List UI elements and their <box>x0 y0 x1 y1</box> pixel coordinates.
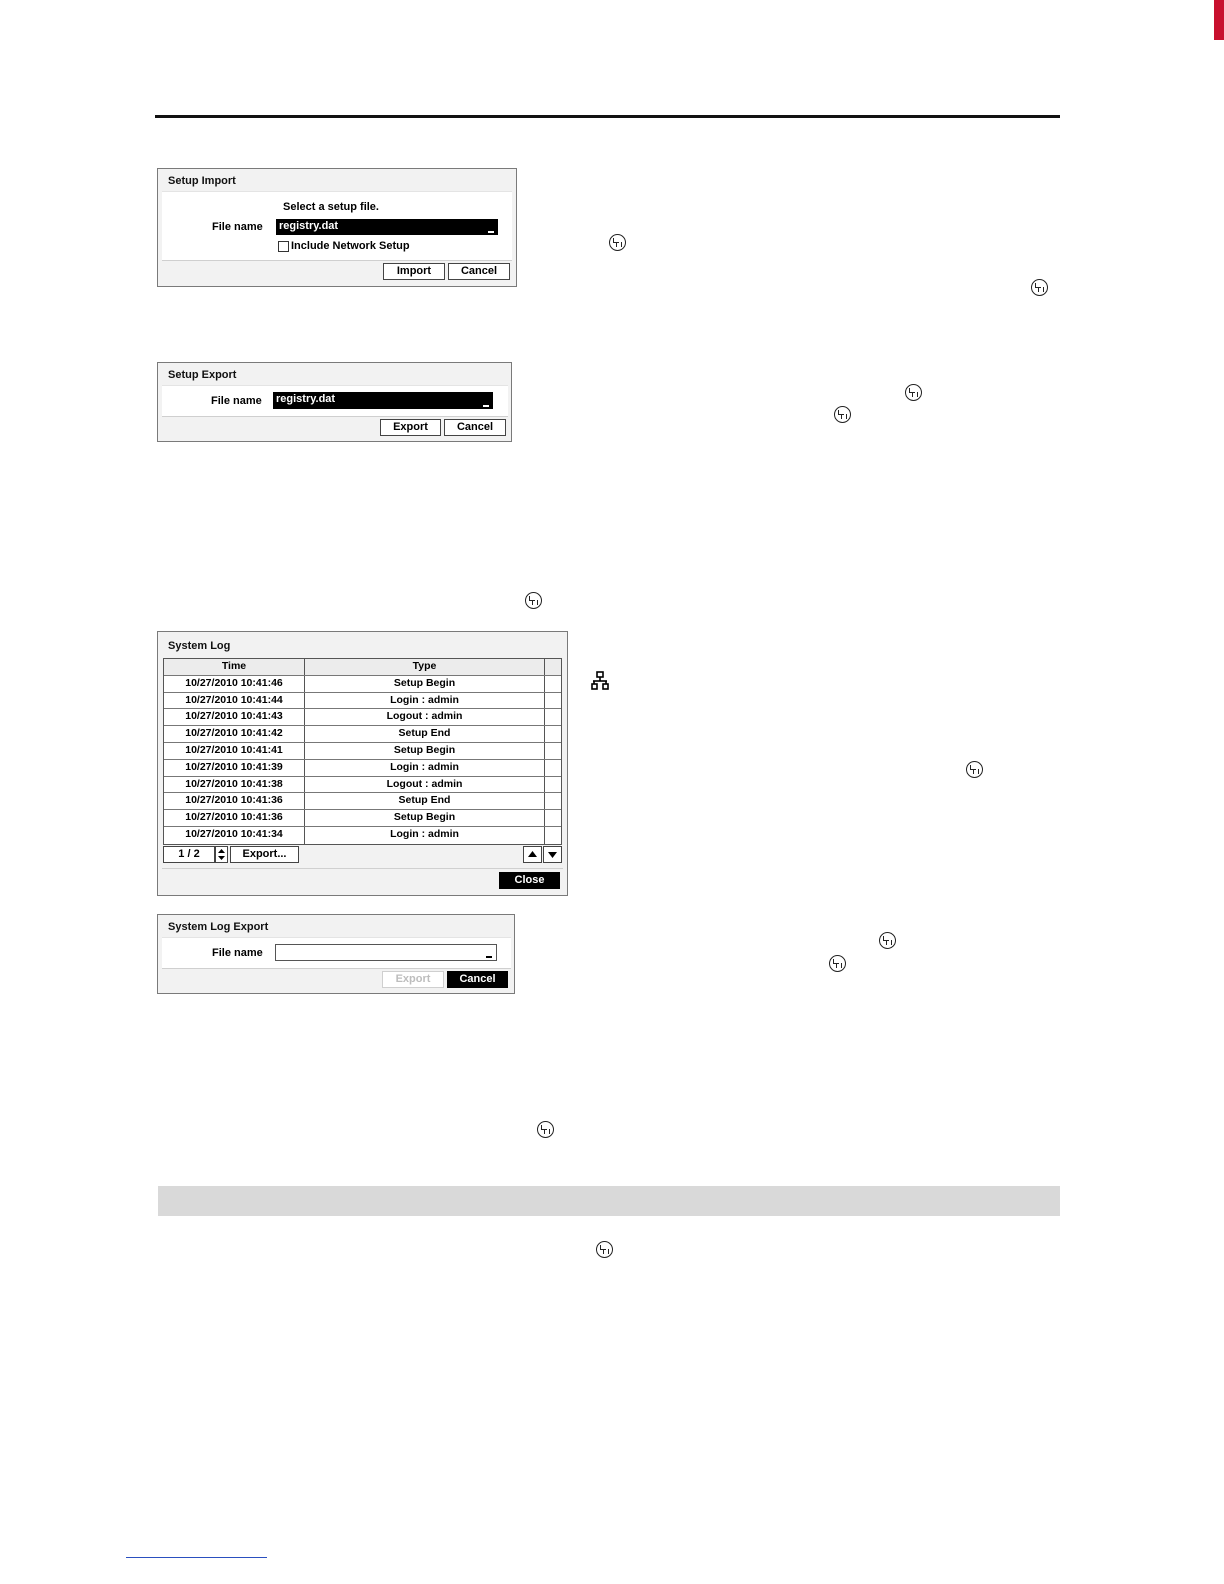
enter-button-icon <box>537 1121 554 1138</box>
row-type: Setup Begin <box>305 676 545 692</box>
row-time: 10/27/2010 10:41:39 <box>164 760 305 776</box>
table-row[interactable] <box>164 760 561 777</box>
dialog-title: System Log <box>168 640 231 652</box>
enter-button-icon <box>879 932 896 949</box>
table-row[interactable] <box>164 827 561 844</box>
row-type: Login : admin <box>305 827 545 844</box>
text-cursor-icon <box>483 405 489 407</box>
file-name-input[interactable] <box>275 944 497 961</box>
export-button[interactable]: Export <box>380 419 441 436</box>
table-row[interactable] <box>164 726 561 743</box>
table-row[interactable] <box>164 743 561 760</box>
row-type: Setup End <box>305 726 545 742</box>
enter-button-icon <box>596 1241 613 1258</box>
file-name-input[interactable] <box>273 392 493 409</box>
enter-button-icon <box>905 384 922 401</box>
row-extra <box>545 693 561 709</box>
cancel-button[interactable]: Cancel <box>447 971 508 988</box>
row-extra <box>545 810 561 826</box>
cancel-button[interactable]: Cancel <box>448 263 510 280</box>
enter-button-icon <box>1031 279 1048 296</box>
import-button[interactable]: Import <box>383 263 445 280</box>
page-indicator: 1 / 2 <box>163 846 215 863</box>
file-name-label: File name <box>211 395 262 407</box>
dialog-title: Setup Export <box>168 369 237 381</box>
enter-button-icon <box>609 234 626 251</box>
row-time: 10/27/2010 10:41:42 <box>164 726 305 742</box>
enter-button-icon <box>966 761 983 778</box>
table-row[interactable] <box>164 777 561 794</box>
row-extra <box>545 726 561 742</box>
column-header-time[interactable]: Time <box>164 659 305 675</box>
row-time: 10/27/2010 10:41:44 <box>164 693 305 709</box>
table-row[interactable] <box>164 810 561 827</box>
export-button[interactable]: Export <box>382 971 444 988</box>
table-row[interactable] <box>164 693 561 710</box>
arrow-down-icon <box>544 847 561 862</box>
text-cursor-icon <box>486 956 492 958</box>
row-extra <box>545 709 561 725</box>
row-type: Logout : admin <box>305 777 545 793</box>
row-time: 10/27/2010 10:41:34 <box>164 827 305 844</box>
scroll-down-button[interactable] <box>543 846 562 863</box>
header-rule <box>155 115 1060 118</box>
include-network-label: Include Network Setup <box>291 240 410 252</box>
column-header-type[interactable]: Type <box>305 659 545 675</box>
system-log-dialog <box>157 631 568 896</box>
row-time: 10/27/2010 10:41:38 <box>164 777 305 793</box>
include-network-checkbox[interactable] <box>278 241 289 252</box>
file-name-label: File name <box>212 947 263 959</box>
dialog-body <box>162 937 511 969</box>
row-extra <box>545 827 561 844</box>
file-name-dropdown[interactable] <box>276 219 498 235</box>
cancel-button[interactable]: Cancel <box>444 419 506 436</box>
log-export-button[interactable]: Export... <box>230 846 299 863</box>
dialog-body <box>162 191 512 261</box>
column-header-extra <box>545 659 561 675</box>
dropdown-caret-icon <box>488 231 494 233</box>
table-header-row <box>164 659 561 676</box>
row-time: 10/27/2010 10:41:36 <box>164 810 305 826</box>
table-row[interactable] <box>164 709 561 726</box>
row-type: Login : admin <box>305 760 545 776</box>
file-name-label: File name <box>212 221 263 233</box>
scroll-up-button[interactable] <box>523 846 542 863</box>
page-spinner[interactable] <box>215 846 228 863</box>
dialog-title: System Log Export <box>168 921 269 933</box>
spinner-arrows-icon <box>216 847 227 862</box>
dialog-divider <box>162 868 563 869</box>
file-name-value: registry.dat <box>279 220 339 232</box>
dialog-title: Setup Import <box>168 175 236 187</box>
enter-button-icon <box>829 955 846 972</box>
file-name-value: registry.dat <box>276 393 336 405</box>
table-row[interactable] <box>164 793 561 810</box>
table-row[interactable] <box>164 676 561 693</box>
setup-import-dialog <box>157 168 517 287</box>
row-type: Setup Begin <box>305 743 545 759</box>
arrow-up-icon <box>524 847 541 862</box>
setup-export-dialog <box>157 362 512 442</box>
system-log-table <box>163 658 562 845</box>
row-extra <box>545 793 561 809</box>
page-edge-marker <box>1214 0 1224 40</box>
row-time: 10/27/2010 10:41:41 <box>164 743 305 759</box>
footer-link-underline <box>126 1557 267 1558</box>
row-extra <box>545 743 561 759</box>
row-time: 10/27/2010 10:41:46 <box>164 676 305 692</box>
section-heading-band <box>158 1186 1060 1216</box>
dialog-body <box>162 385 508 417</box>
enter-button-icon <box>834 406 851 423</box>
network-icon <box>591 671 609 691</box>
row-extra <box>545 676 561 692</box>
row-type: Login : admin <box>305 693 545 709</box>
row-type: Setup Begin <box>305 810 545 826</box>
row-time: 10/27/2010 10:41:36 <box>164 793 305 809</box>
select-file-prompt: Select a setup file. <box>283 201 379 213</box>
row-extra <box>545 760 561 776</box>
row-type: Logout : admin <box>305 709 545 725</box>
row-type: Setup End <box>305 793 545 809</box>
row-time: 10/27/2010 10:41:43 <box>164 709 305 725</box>
row-extra <box>545 777 561 793</box>
close-button[interactable]: Close <box>499 872 560 889</box>
enter-button-icon <box>525 592 542 609</box>
system-log-export-dialog <box>157 914 515 994</box>
